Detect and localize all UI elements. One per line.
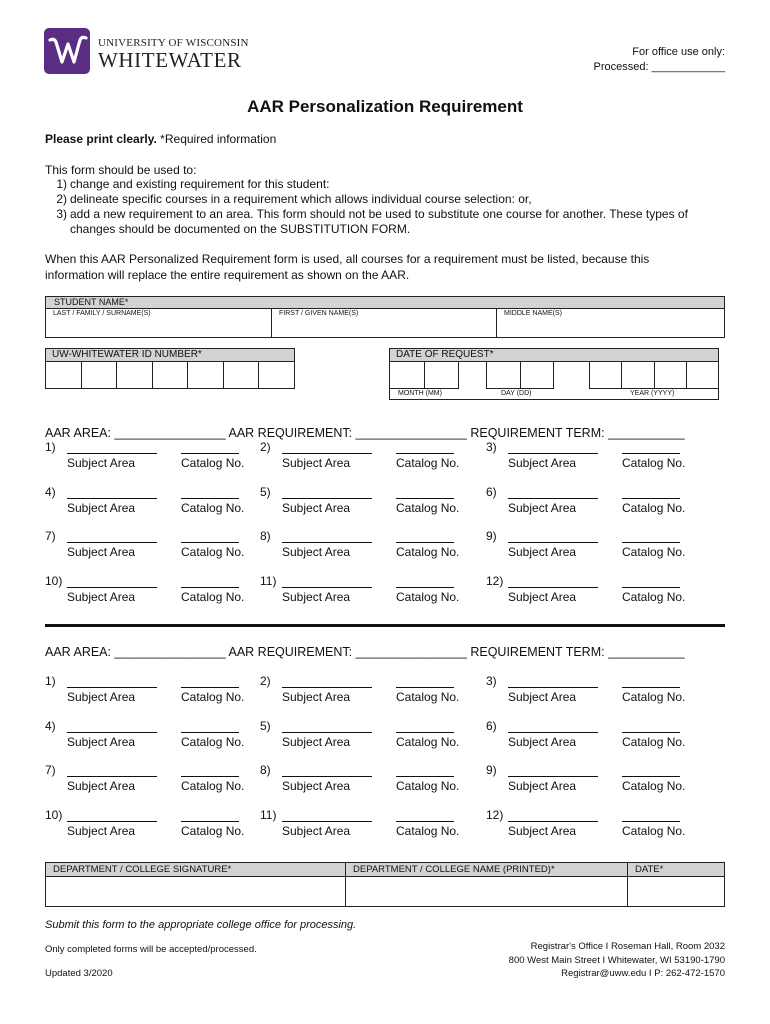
catalog-number-label: Catalog No. [181,690,245,704]
subject-area-field[interactable] [282,574,372,588]
first-name-field[interactable] [272,309,497,338]
course-entry [45,808,265,848]
last-name-field[interactable] [46,309,272,338]
catalog-number-label: Catalog No. [396,545,460,559]
course-number: 6) [486,718,497,733]
catalog-number-label: Catalog No. [396,589,460,604]
subject-area-field[interactable] [282,719,372,733]
course-number: 7) [45,529,56,543]
catalog-number-label: Catalog No. [181,734,245,749]
course-number: 5) [260,718,271,733]
subject-area-label: Subject Area [282,823,351,838]
subject-area-field[interactable] [508,763,598,777]
subject-area-label: Subject Area [508,823,577,838]
page-title: AAR Personalization Requirement [247,97,523,116]
catalog-number-field[interactable] [181,529,239,543]
subject-area-label: Subject Area [67,823,136,838]
course-entry [486,719,706,759]
catalog-number-field[interactable] [622,574,680,588]
catalog-number-field[interactable] [622,529,680,543]
catalog-number-field[interactable] [181,719,239,733]
subject-area-field[interactable] [508,485,598,499]
day-label: DAY (DD) [501,390,532,397]
instructions-line [45,132,276,146]
id-number-header [45,348,295,362]
catalog-number-field[interactable] [396,719,454,733]
subject-area-label: Subject Area [282,690,351,704]
subject-area-label: Subject Area [67,500,136,515]
course-number: 8) [260,763,271,777]
first-name-label: FIRST / GIVEN NAME(S) [279,310,359,317]
subject-area-field[interactable] [508,440,598,454]
catalog-number-label: Catalog No. [396,823,460,838]
subject-area-label: Subject Area [67,589,136,604]
middle-name-field[interactable] [497,309,725,338]
course-number: 1) [45,440,56,454]
course-number: 6) [486,484,497,499]
subject-area-field[interactable] [282,674,372,688]
catalog-number-label: Catalog No. [181,589,245,604]
subject-area-label: Subject Area [282,734,351,749]
catalog-number-label: Catalog No. [181,779,245,793]
date-label: DATE* [635,864,664,875]
course-number: 10) [45,573,63,588]
student-name-box [45,296,725,338]
year-label: YEAR (YYYY) [630,390,675,397]
catalog-number-label: Catalog No. [396,500,460,515]
student-name-label: STUDENT NAME* [54,297,129,307]
aar-section-2-header [45,645,685,659]
usage-list [45,177,705,237]
course-entry [45,574,265,614]
subject-area-label: Subject Area [67,456,136,470]
course-number: 3) [486,440,497,454]
course-entry [486,763,706,803]
course-entry [260,529,480,569]
aar-section-1-header [45,426,685,440]
processed-field[interactable]: Processed: ____________ [593,61,725,73]
date-day-field[interactable] [486,361,554,389]
subject-area-label: Subject Area [508,589,577,604]
list-number: 1) [56,177,67,191]
date-sublabels [389,389,719,400]
aar-section-2-courses [0,674,770,854]
list-number: 3) [56,207,67,221]
catalog-number-field[interactable] [622,763,680,777]
subject-area-label: Subject Area [282,500,351,515]
course-number: 1) [45,674,56,688]
course-entry [486,529,706,569]
catalog-number-field[interactable] [622,674,680,688]
subject-area-field[interactable] [67,719,157,733]
required-info-text: *Required information [156,132,277,146]
signature-label: DEPARTMENT / COLLEGE SIGNATURE* [53,864,232,875]
signature-field[interactable] [46,863,346,906]
subject-area-field[interactable] [282,440,372,454]
course-entry [45,440,265,480]
aar-section-1-courses [0,440,770,620]
subject-area-field[interactable] [508,719,598,733]
course-number: 11) [260,573,277,588]
logo-university-text: UNIVERSITY OF WISCONSIN [98,37,249,49]
subject-area-field[interactable] [508,808,598,822]
aar-area-field[interactable]: AAR AREA: ________________ [45,426,226,440]
course-number: 4) [45,484,56,499]
last-name-label: LAST / FAMILY / SURNAME(S) [53,310,151,317]
catalog-number-field[interactable] [622,719,680,733]
date-month-field[interactable] [389,361,459,389]
list-text: change and existing requirement for this student: [70,177,330,191]
subject-area-label: Subject Area [282,545,351,559]
course-entry [45,763,265,803]
catalog-number-label: Catalog No. [396,456,460,470]
signature-box [45,862,725,907]
subject-area-field[interactable] [67,674,157,688]
subject-area-field[interactable] [282,763,372,777]
subject-area-label: Subject Area [508,690,577,704]
catalog-number-label: Catalog No. [622,690,686,704]
catalog-number-label: Catalog No. [181,823,245,838]
subject-area-field[interactable] [67,440,157,454]
list-item [45,192,705,207]
catalog-number-label: Catalog No. [622,589,686,604]
aar-requirement-field[interactable]: AAR REQUIREMENT: ________________ [228,645,467,659]
catalog-number-field[interactable] [181,440,239,454]
course-entry [260,763,480,803]
course-entry [260,440,480,480]
course-entry [45,529,265,569]
date-request-label: DATE OF REQUEST* [396,349,494,360]
subject-area-field[interactable] [508,674,598,688]
subject-area-field[interactable] [282,529,372,543]
subject-area-field[interactable] [67,485,157,499]
dept-name-label: DEPARTMENT / COLLEGE NAME (PRINTED)* [353,864,555,875]
course-number: 4) [45,718,56,733]
date-year-field[interactable] [589,361,719,389]
subject-area-label: Subject Area [282,456,351,470]
list-item [45,177,705,192]
course-entry [486,440,706,480]
catalog-number-label: Catalog No. [622,456,686,470]
catalog-number-field[interactable] [396,485,454,499]
catalog-number-field[interactable] [181,574,239,588]
course-entry [486,808,706,848]
subject-area-field[interactable] [282,808,372,822]
catalog-number-field[interactable] [622,808,680,822]
catalog-number-label: Catalog No. [622,779,686,793]
catalog-number-label: Catalog No. [622,734,686,749]
course-entry [486,574,706,614]
subject-area-label: Subject Area [508,545,577,559]
subject-area-label: Subject Area [508,779,577,793]
course-entry [486,674,706,714]
course-entry [45,485,265,525]
catalog-number-field[interactable] [181,763,239,777]
subject-area-label: Subject Area [508,500,577,515]
signature-date-field[interactable] [628,863,724,906]
when-text: When this AAR Personalized Requirement form is used, all courses for a requirement must be listed, because this information will replace the entire requirement as shown on the AAR. [45,252,650,282]
catalog-number-field[interactable] [622,440,680,454]
subject-area-label: Subject Area [67,690,136,704]
catalog-number-label: Catalog No. [396,734,460,749]
submit-instructions: Submit this form to the appropriate college office for processing. [45,919,357,931]
catalog-number-label: Catalog No. [181,456,245,470]
course-entry [260,485,480,525]
subject-area-field[interactable] [67,529,157,543]
subject-area-label: Subject Area [67,779,136,793]
course-number: 2) [260,674,271,688]
catalog-number-field[interactable] [181,674,239,688]
subject-area-field[interactable] [282,485,372,499]
catalog-number-label: Catalog No. [622,545,686,559]
course-number: 7) [45,763,56,777]
subject-area-label: Subject Area [282,589,351,604]
subject-area-field[interactable] [508,529,598,543]
course-number: 10) [45,807,63,822]
catalog-number-label: Catalog No. [396,690,460,704]
date-request-header [389,348,719,362]
month-label: MONTH (MM) [398,390,442,397]
course-number: 5) [260,484,271,499]
course-number: 12) [486,573,504,588]
requirement-term-field[interactable]: REQUIREMENT TERM: ___________ [470,426,685,440]
catalog-number-label: Catalog No. [181,500,245,515]
aar-requirement-field[interactable]: AAR REQUIREMENT: ________________ [228,426,467,440]
middle-name-label: MIDDLE NAME(S) [504,310,562,317]
list-text: add a new requirement to an area. This form should not be used to substitute one course for another. These types of changes should be documented on the SUBSTITUTION FORM. [70,207,688,236]
catalog-number-field[interactable] [396,440,454,454]
course-number: 11) [260,807,277,822]
intro-text: This form should be used to: [45,163,197,177]
list-item [45,207,705,237]
catalog-number-label: Catalog No. [396,779,460,793]
registrar-address-1: Registrar's Office I Roseman Hall, Room 2032 [530,941,725,952]
course-entry [260,719,480,759]
office-use-label: For office use only: [632,46,725,58]
id-number-label: UW-WHITEWATER ID NUMBER* [52,349,202,360]
subject-area-field[interactable] [67,763,157,777]
catalog-number-field[interactable] [396,574,454,588]
course-entry [260,574,480,614]
completed-forms-note: Only completed forms will be accepted/processed. [45,944,257,955]
updated-date: Updated 3/2020 [45,968,113,979]
subject-area-label: Subject Area [282,779,351,793]
catalog-number-label: Catalog No. [622,500,686,515]
subject-area-label: Subject Area [67,545,136,559]
catalog-number-label: Catalog No. [622,823,686,838]
section-divider [45,624,725,627]
course-number: 3) [486,674,497,688]
course-number: 2) [260,440,271,454]
requirement-term-field[interactable]: REQUIREMENT TERM: ___________ [470,645,685,659]
course-entry [45,719,265,759]
catalog-number-field[interactable] [181,808,239,822]
list-text: delineate specific courses in a requirement which allows individual course selection: or, [70,192,532,206]
catalog-number-field[interactable] [396,808,454,822]
catalog-number-field[interactable] [396,674,454,688]
aar-area-field[interactable]: AAR AREA: ________________ [45,645,226,659]
registrar-address-2: 800 West Main Street I Whitewater, WI 53190-1790 [508,955,725,966]
subject-area-field[interactable] [67,808,157,822]
logo-campus-text: WHITEWATER [98,48,242,72]
subject-area-label: Subject Area [508,456,577,470]
catalog-number-label: Catalog No. [181,545,245,559]
course-number: 8) [260,529,271,543]
course-entry [260,808,480,848]
catalog-number-field[interactable] [396,529,454,543]
university-logo-mark [44,28,90,74]
registrar-contact: Registrar@uww.edu I P: 262-472-1570 [561,968,725,979]
subject-area-label: Subject Area [508,734,577,749]
course-number: 12) [486,807,504,822]
subject-area-label: Subject Area [67,734,136,749]
catalog-number-field[interactable] [181,485,239,499]
course-number: 9) [486,763,497,777]
catalog-number-field[interactable] [396,763,454,777]
list-number: 2) [56,192,67,206]
print-clearly-text: Please print clearly. [45,132,157,146]
subject-area-field[interactable] [508,574,598,588]
student-name-header [46,297,724,309]
catalog-number-field[interactable] [622,485,680,499]
dept-name-field[interactable] [346,863,628,906]
course-number: 9) [486,529,497,543]
course-entry [45,674,265,714]
course-entry [260,674,480,714]
subject-area-field[interactable] [67,574,157,588]
id-number-field[interactable] [45,361,295,389]
course-entry [486,485,706,525]
